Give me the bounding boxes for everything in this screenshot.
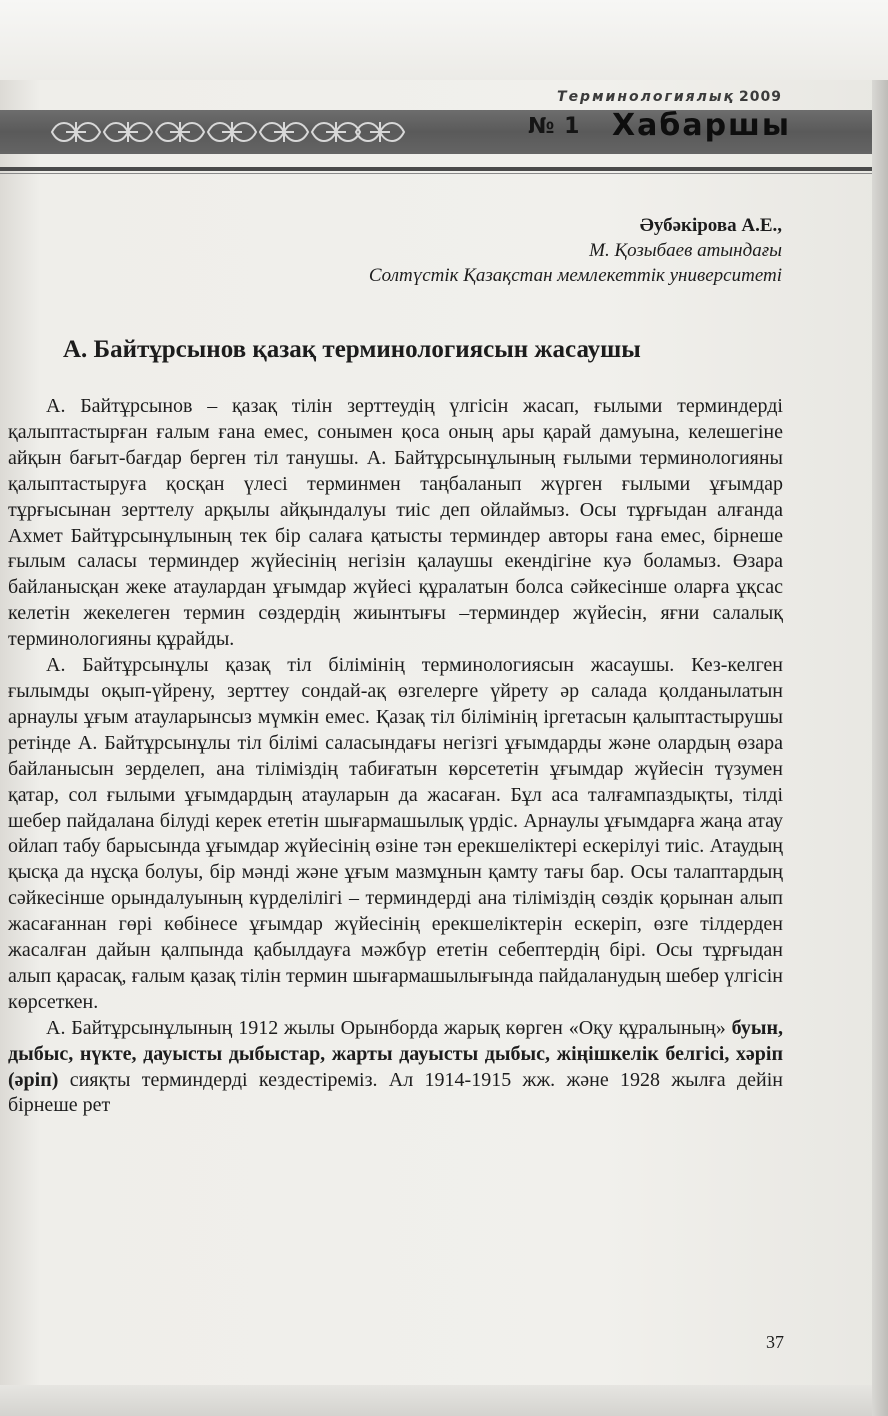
author-affiliation-1: М. Қозыбаев атындағы [589,240,782,261]
page-top-edge [0,0,888,80]
paragraph-3-start: А. Байтұрсынұлының 1912 жылы Орынборда жарық көрген «Оқу құралының» [46,1016,732,1039]
issue-number: № 1 [528,114,581,139]
journal-year: 2009 [739,89,782,105]
page-number: 37 [766,1332,784,1352]
journal-name-text: Терминологиялық [557,89,736,105]
article-body [8,394,783,1119]
paragraph-3-end: сияқты терминдерді кездестіреміз. Ал 1914-1915 жж. және 1928 жылға дейін бірнеше рет [8,1068,783,1117]
paragraph-3 [8,1016,783,1120]
article-title: А. Байтұрсынов қазақ терминологиясын жасаушы [63,336,641,363]
header-rule-thin [0,173,872,174]
page-right-edge [872,80,888,1416]
author-name: Әубәкірова А.Е., [639,215,782,236]
journal-name [520,89,782,105]
page-bottom-edge [0,1385,888,1416]
kazakh-ornament-icon [48,114,408,150]
author-block [369,213,782,288]
paragraph-2: А. Байтұрсынұлы қазақ тіл білімінің терминологиясын жасаушы. Кез-келген ғылымды оқып-үйрену, зерттеу сондай-ақ өзгелерге үйрету әр салада қолданылатын арнаулы ұғым атауларынсыз мүмкін емес. Қазақ тіл білімінің іргетасын қалыптастырушы ретінде А. Байтұрсынұлы тіл білімі саласындағы негізгі ұғымдарды және олардың өзара байланысын зерделеп, ана тіліміздің табиғатын көрсететін ұғымдар жүйесін түзумен қатар, сол ғылыми ұғымдардың атауларын да жасаған. Бұл аса талғампаздықты, тілді шебер пайдалана білуді керек ететін шығармашылық үрдіс. Арнаулы ұғымдарға жаңа атау ойлап табу барысында ұғымдар жүйесінің өзіне тән ерекшеліктері ескерілуі тиіс. Атаудың қысқа да нұсқа болуы, бір мәнді және ұғым мазмұнын қамту тағы бар. Осы талаптардың сәйкесінше орындалуының күрделілігі – терминдерді ана тіліміздің сөздік қорынан алып жасағаннан гөрі көбінесе ұғымдар жүйесінің ерекшеліктерін ескеріп, өзге тілдерден жасалған дайын қалпында қабылдауға мәжбүр ететін себептердің бірі. Осы тұрғыдан алып қарасақ, ғалым қазақ тілін термин шығармашылығында пайдаланудың шебер үлгісін көрсеткен. [8,654,783,1013]
header-rule [0,167,872,171]
journal-title: Хабаршы [612,108,792,143]
author-affiliation-2: Солтүстік Қазақстан мемлекеттік университеті [368,265,782,286]
paragraph-1: А. Байтұрсынов – қазақ тілін зерттеудің үлгісін жасап, ғылыми терминдерді қалыптастырған ғалым ғана емес, сонымен қоса оның ары қарай дамуына, келешегіне айқын бағыт-бағдар берген тіл танушы. А. Байтұрсынұлының ғылыми терминологияны қалыптастыруға қосқан үлесі терминмен таңбаланып жүрген ғылыми ұғымдар тұрғысынан зерттелу арқылы айқындалуы тиіс деп ойлаймыз. Осы тұрғыдан алғанда Ахмет Байтұрсынұлының тек бір салаға қатысты терминдер авторы ғана емес, бірнеше ғылым саласы терминдер жүйесінің негізін қалаушы екендігіне куә боламыз. Өзара байланысқан жеке атаулардан ұғымдар жүйесі құралатын болса сәйкесінше оларға ұқсас келетін жекелеген термин сөздердің жиынтығы –терминдер жүйесін, яғни салалық терминологияны құрайды. [8,395,783,651]
paragraph-3-terms: буын, дыбыс, нүкте, дауысты дыбыстар, жарты дауысты дыбыс, жіңішкелік белгісі, хәріп (әріп) [8,1016,783,1091]
